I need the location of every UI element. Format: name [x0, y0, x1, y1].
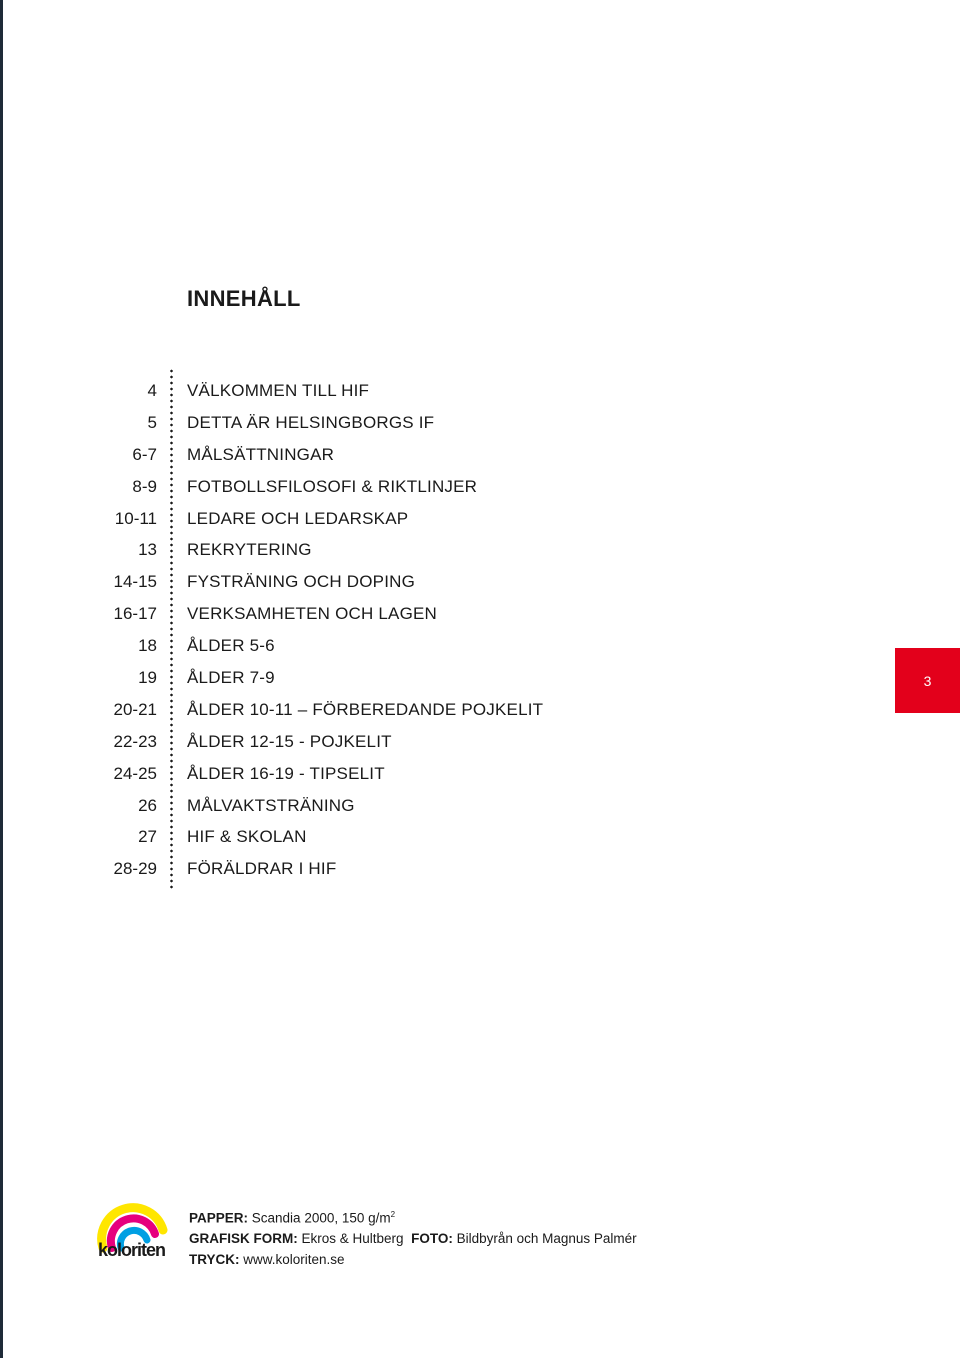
- toc-item-title: REKRYTERING: [187, 540, 312, 560]
- toc-item-title: VERKSAMHETEN OCH LAGEN: [187, 604, 438, 624]
- toc-page-number: 8-9: [132, 476, 157, 496]
- toc-page-number: 22-23: [113, 731, 157, 751]
- toc-item-title: ÅLDER 12-15 - POJKELIT: [187, 731, 392, 751]
- toc-item[interactable]: [0, 598, 700, 630]
- toc-page-number: 18: [138, 636, 157, 656]
- toc-item-title: DETTA ÄR HELSINGBORGS IF: [187, 412, 435, 432]
- toc-item-title: FÖRÄLDRAR I HIF: [187, 859, 337, 879]
- paper-value: Scandia 2000, 150 g/m: [251, 1210, 391, 1226]
- print-label: TRYCK:: [189, 1251, 240, 1267]
- toc-item[interactable]: [0, 471, 700, 503]
- design-value: Ekros & Hultberg: [301, 1231, 404, 1246]
- toc-item-title: VÄLKOMMEN TILL HIF: [187, 381, 370, 400]
- print-value[interactable]: www.koloriten.se: [243, 1251, 345, 1267]
- toc-page-number: 19: [138, 668, 157, 688]
- colophon-design-photo: [189, 1229, 637, 1250]
- toc-page-number: 6-7: [132, 444, 157, 464]
- toc-item[interactable]: [0, 758, 700, 790]
- paper-unit-exponent: 2: [390, 1210, 396, 1219]
- photo-label: FOTO:: [411, 1231, 453, 1246]
- table-of-contents: [0, 375, 700, 885]
- toc-item-title: FOTBOLLSFILOSOFI & RIKTLINJER: [187, 476, 478, 496]
- toc-item-title: MÅLSÄTTNINGAR: [187, 444, 335, 464]
- toc-item[interactable]: [0, 534, 700, 566]
- toc-item[interactable]: [0, 375, 700, 407]
- toc-item[interactable]: [0, 790, 700, 822]
- toc-page-number: 4: [147, 381, 157, 400]
- toc-page-number: 16-17: [113, 604, 157, 624]
- toc-item[interactable]: [0, 503, 700, 535]
- photo-value: Bildbyrån och Magnus Palmér: [456, 1231, 637, 1246]
- toc-item-title: LEDARE OCH LEDARSKAP: [187, 508, 409, 528]
- toc-page-number: 28-29: [113, 859, 157, 879]
- toc-item[interactable]: [0, 853, 700, 885]
- toc-item-title: ÅLDER 7-9: [187, 668, 275, 688]
- toc-item[interactable]: [0, 726, 700, 758]
- toc-page-number: 14-15: [113, 572, 157, 592]
- toc-page-number: 5: [147, 412, 157, 432]
- design-label: GRAFISK FORM:: [189, 1231, 298, 1246]
- colophon: [189, 1205, 637, 1270]
- page-number: 3: [923, 672, 932, 689]
- colophon-print: [189, 1250, 637, 1271]
- toc-item-title: ÅLDER 5-6: [187, 636, 275, 656]
- toc-item[interactable]: [0, 821, 700, 853]
- toc-item[interactable]: [0, 694, 700, 726]
- toc-page-number: 10-11: [114, 508, 157, 528]
- toc-page-number: 13: [138, 540, 157, 560]
- toc-item-title: ÅLDER 16-19 - TIPSELIT: [187, 763, 385, 783]
- toc-page-number: 26: [138, 795, 157, 815]
- page-number-tab: [895, 648, 960, 713]
- logo-wordmark: koloriten: [98, 1240, 166, 1260]
- toc-page-number: 27: [138, 827, 157, 847]
- toc-item-title: ÅLDER 10-11 – FÖRBEREDANDE POJKELIT: [187, 699, 544, 719]
- toc-item-title: MÅLVAKTSTRÄNING: [187, 795, 355, 815]
- toc-item-title: HIF & SKOLAN: [187, 827, 307, 847]
- toc-item-title: FYSTRÄNING OCH DOPING: [187, 572, 416, 592]
- toc-page-number: 24-25: [113, 763, 157, 783]
- toc-item[interactable]: [0, 630, 700, 662]
- toc-item[interactable]: [0, 662, 700, 694]
- toc-page-number: 20-21: [113, 699, 157, 719]
- page-title: INNEHÅLL: [187, 286, 301, 311]
- toc-item[interactable]: [0, 407, 700, 439]
- paper-label: PAPPER:: [189, 1210, 249, 1226]
- toc-item[interactable]: [0, 439, 700, 471]
- colophon-paper: [189, 1205, 637, 1229]
- toc-item[interactable]: [0, 566, 700, 598]
